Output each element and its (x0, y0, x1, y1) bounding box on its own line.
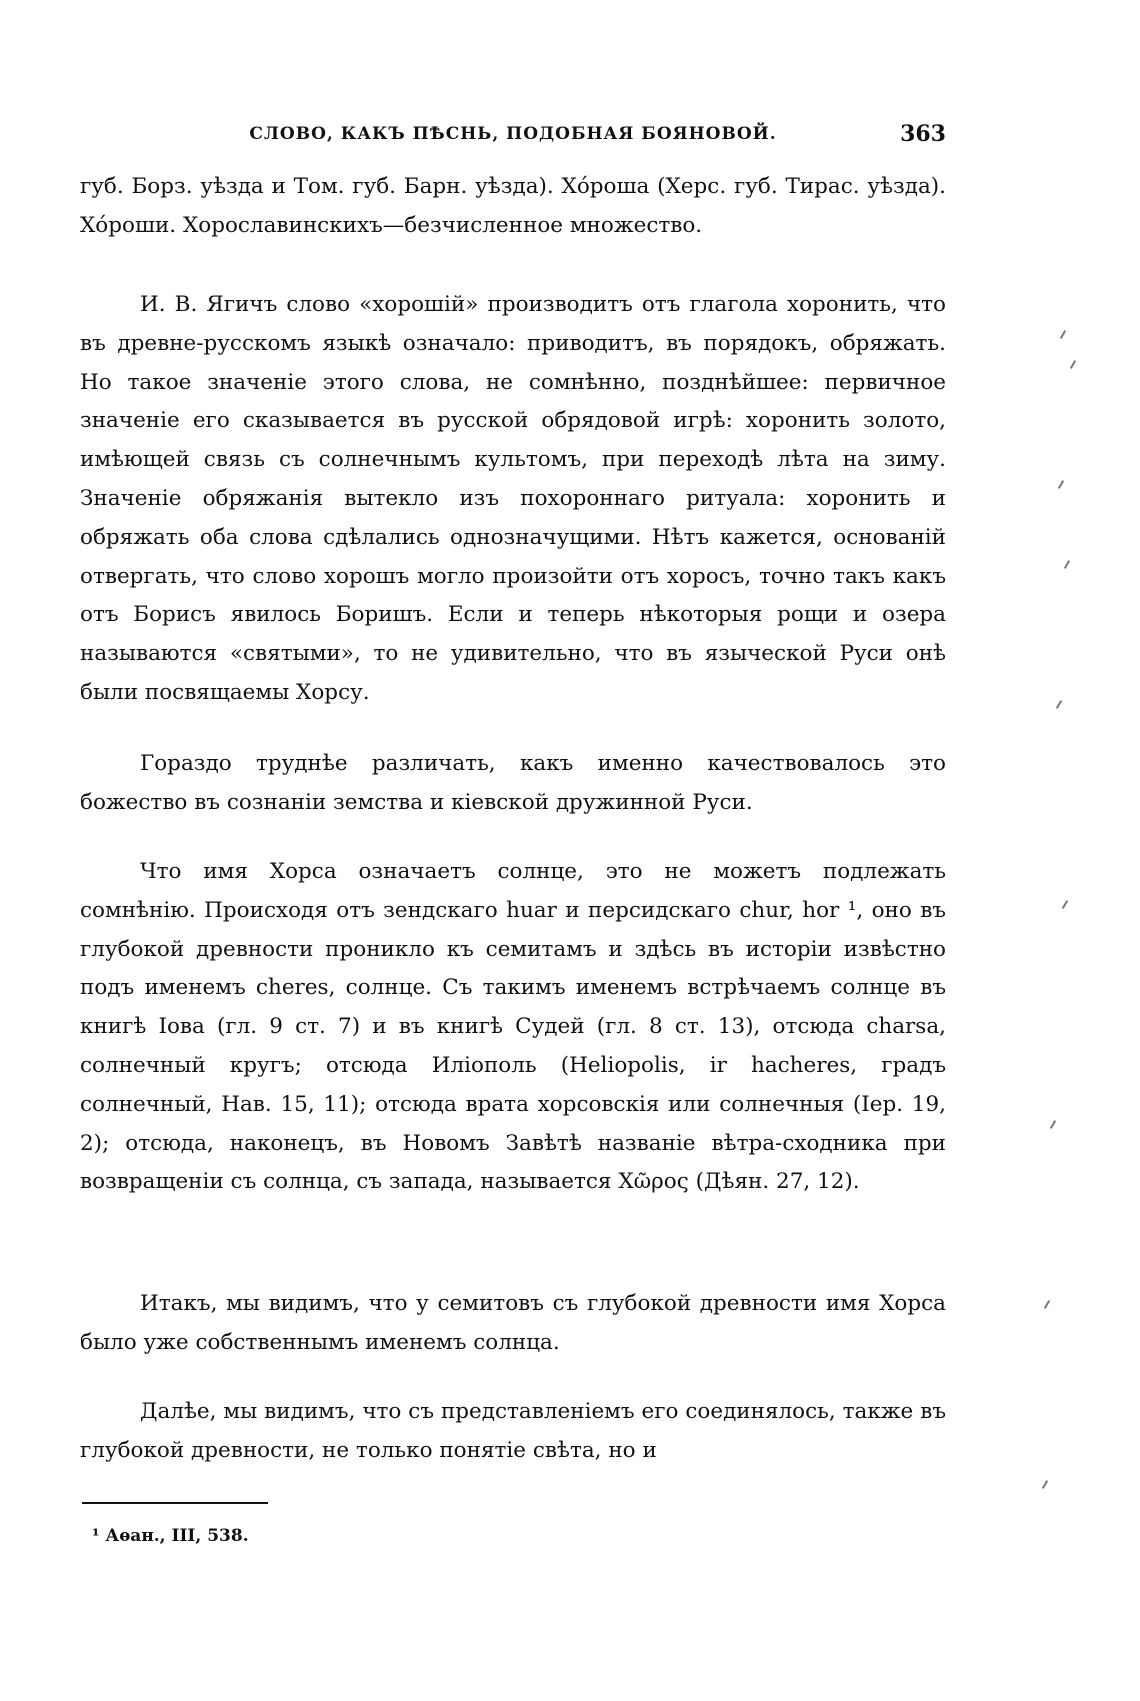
running-head (80, 121, 946, 158)
paragraph-text: Гораздо труднѣе различать, какъ именно качествовалось это божество въ сознаніи земства и кіевской дружинной Руси. (80, 751, 946, 815)
paragraph-2 (80, 286, 946, 713)
paragraph-1 (80, 168, 946, 246)
footnote-rule (82, 1502, 268, 1504)
paragraph-3 (80, 745, 946, 823)
paragraph-6 (80, 1393, 946, 1471)
page-number: 363 (900, 121, 946, 147)
paragraph-4 (80, 853, 946, 1202)
paragraph-text: губ. Борз. уѣзда и Том. губ. Барн. уѣзда). Хóроша (Херс. губ. Тирас. уѣзда). Хóроши. Хорославинскихъ—безчисленное множество. (80, 174, 946, 238)
paragraph-text: И. В. Ягичъ слово «хорошій» производитъ отъ глагола хоронить, что въ древне-русскомъ языкѣ означало: приводитъ, въ порядокъ, обряжать. Но такое значеніе этого слова, не сомнѣнно, позднѣйшее: первичное значеніе его сказывается въ русской обрядовой игрѣ: хоронить золото, имѣющей связь съ солнечнымъ культомъ, при переходѣ лѣта на зиму. Значеніе обряжанія вытекло изъ похороннаго ритуала: хоронить и обряжать оба слова сдѣлались однозначущими. Нѣтъ кажется, основаній отвергать, что слово хорошъ могло произойти отъ хоросъ, точно такъ какъ отъ Борисъ явилось Боришъ. Если и теперь нѣкоторыя рощи и озера называются «святыми», то не удивительно, что въ языческой Руси онѣ были посвящаемы Хорсу. (80, 292, 946, 705)
footnote: ¹ Аѳан., III, 538. (92, 1526, 249, 1546)
paragraph-5 (80, 1285, 946, 1363)
running-title: СЛОВО, КАКЪ ПѢСНЬ, ПОДОБНАЯ БОЯНОВОЙ. (249, 124, 777, 144)
paragraph-text: Итакъ, мы видимъ, что у семитовъ съ глубокой древности имя Хорса было уже собственнымъ именемъ солнца. (80, 1291, 946, 1355)
paragraph-text: Далѣе, мы видимъ, что съ представленіемъ его соединялось, также въ глубокой древности, не только понятіе свѣта, но и (80, 1399, 946, 1463)
paragraph-text: Что имя Хорса означаетъ солнце, это не можетъ подлежать сомнѣнію. Происходя отъ зендскаго huar и персидскаго chur, hor ¹, оно въ глубокой древности проникло къ семитамъ и здѣсь въ исторіи извѣстно подъ именемъ cheres, солнце. Съ такимъ именемъ встрѣчаемъ солнце въ книгѣ Іова (гл. 9 ст. 7) и въ книгѣ Судей (гл. 8 ст. 13), отсюда charsa, солнечный кругъ; отсюда Иліополь (Heliopolis, ir hacheres, градъ солнечный, Нав. 15, 11); отсюда врата хорсовскія или солнечныя (Іер. 19, 2); отсюда, наконецъ, въ Новомъ Завѣтѣ названіе вѣтра-сходника при возвращеніи съ солнца, съ запада, называется Χῶρος (Дѣян. 27, 12). (80, 859, 946, 1195)
